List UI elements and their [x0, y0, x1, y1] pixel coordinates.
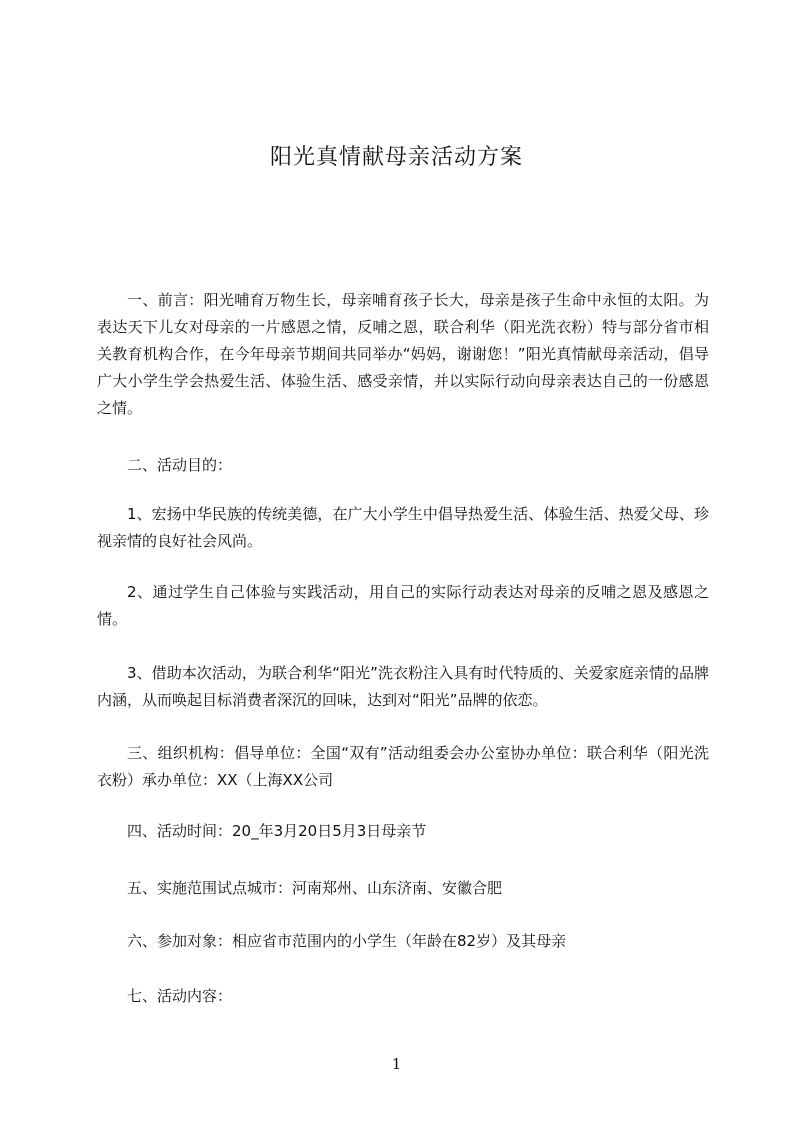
paragraph-goal-2: 2、通过学生自己体验与实践活动，用自己的实际行动表达对母亲的反哺之恩及感恩之情。: [97, 583, 709, 628]
page-number: 1: [391, 1055, 402, 1073]
document-title: 阳光真情献母亲活动方案: [269, 145, 523, 170]
paragraph-implementation-range: 五、实施范围试点城市：河南郑州、山东济南、安徽合肥: [127, 879, 503, 897]
heading-activity-content: 七、活动内容：: [127, 987, 233, 1005]
paragraph-intro: 一、前言：阳光哺育万物生长，母亲哺育孩子长大，母亲是孩子生命中永恒的太阳。为表达天下儿女对母亲的一片感恩之情，反哺之恩，联合利华（阳光洗衣粉）特与部分省市相关教育机构合作，在今年母亲节期间共同举办“妈妈，谢谢您！”阳光真情献母亲活动，倡导广大小学生学会热爱生活、体验生活、感受亲情，并以实际行动向母亲表达自己的一份感恩之情。: [97, 291, 709, 417]
paragraph-participants: 六、参加对象：相应省市范围内的小学生（年龄在82岁）及其母亲: [127, 932, 567, 950]
paragraph-goal-3: 3、借助本次活动，为联合利华“阳光”洗衣粉注入具有时代特质的、关爱家庭亲情的品牌内涵，从而唤起目标消费者深沉的回味，达到对“阳光”品牌的依恋。: [97, 664, 709, 709]
paragraph-organization: 三、组织机构：倡导单位：全国“双有”活动组委会办公室协办单位：联合利华（阳光洗衣粉）承办单位：XX（上海XX公司: [97, 744, 709, 789]
paragraph-goal-1: 1、宏扬中华民族的传统美德，在广大小学生中倡导热爱生活、体验生活、热爱父母、珍视亲情的良好社会风尚。: [97, 505, 709, 550]
paragraph-activity-time: 四、活动时间：20_年3月20日5月3日母亲节: [127, 822, 427, 840]
heading-activity-goal: 二、活动目的：: [127, 456, 233, 474]
